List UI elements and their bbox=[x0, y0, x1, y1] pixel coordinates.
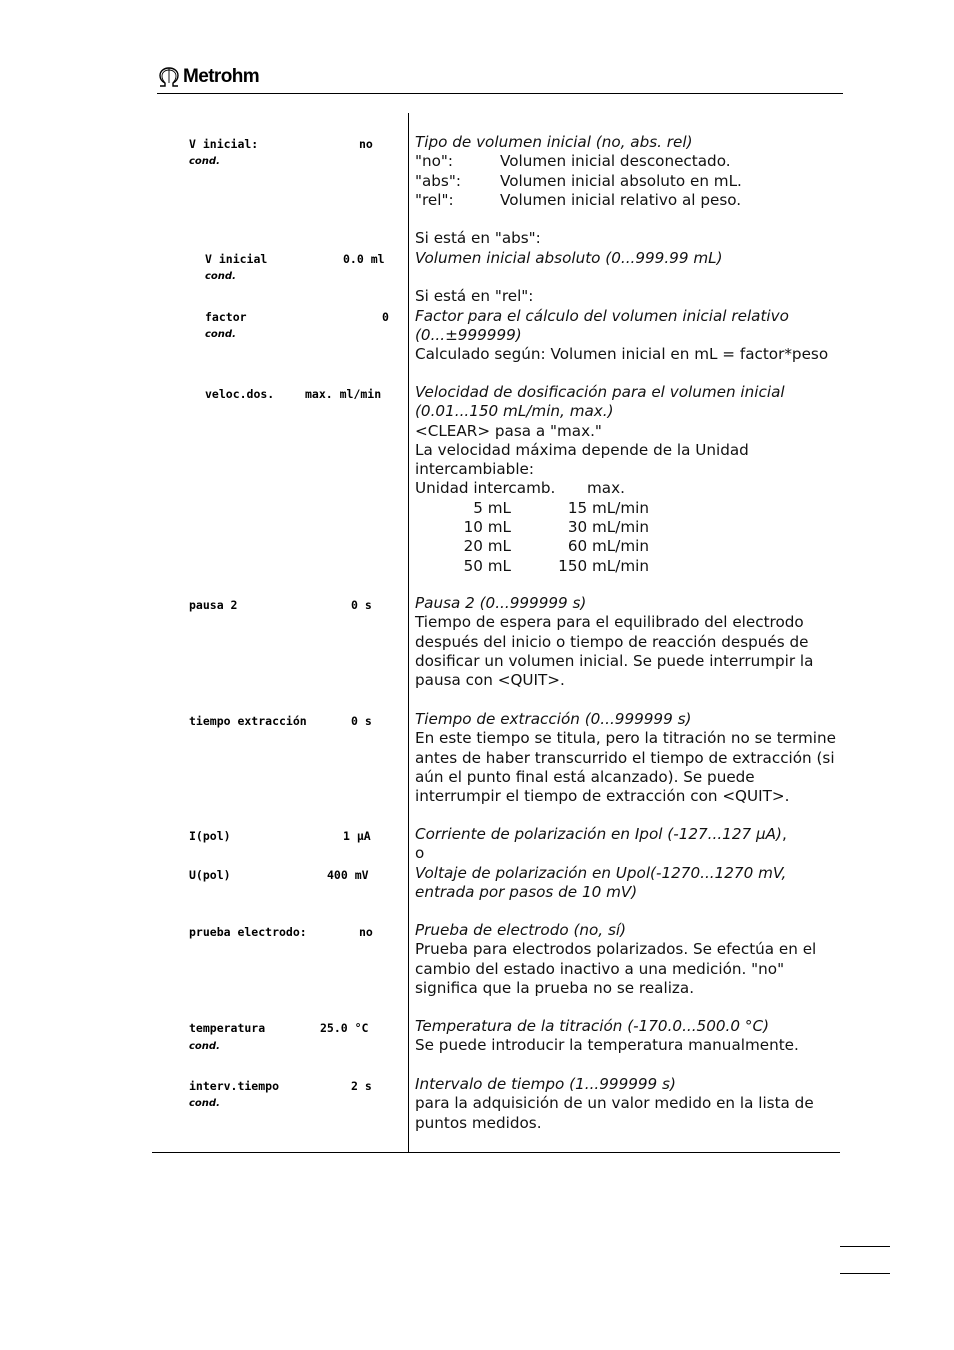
desc-pausa bbox=[415, 594, 845, 690]
desc-title: Tipo de volumen inicial (no, abs. rel) bbox=[415, 133, 693, 151]
desc-text: <CLEAR> pasa a "max." bbox=[415, 421, 602, 440]
bottom-rule bbox=[152, 1152, 840, 1153]
desc-text: Calculado según: Volumen inicial en mL = factor*peso bbox=[415, 345, 829, 364]
param-value-factor: 0 bbox=[382, 310, 389, 324]
param-label-pausa2: pausa 2 bbox=[189, 598, 238, 612]
param-value-temperatura: 25.0 °C bbox=[320, 1021, 369, 1035]
desc-option: "abs": Volumen inicial absoluto en mL. bbox=[415, 171, 742, 190]
desc-text: para la adquisición de un valor medido en la lista de bbox=[415, 1094, 814, 1113]
param-label-interv: interv.tiempo bbox=[189, 1079, 280, 1093]
desc-title: (0.01...150 mL/min, max.) bbox=[415, 402, 614, 421]
param-label-veloc: veloc.dos. bbox=[205, 387, 275, 401]
header-rule bbox=[157, 93, 843, 94]
desc-title: Factor para el cálculo del volumen inicial relativo bbox=[415, 306, 789, 325]
desc-text: pausa con <QUIT>. bbox=[415, 671, 565, 690]
desc-text: Tiempo de espera para el equilibrado del electrodo bbox=[415, 613, 804, 632]
desc-title: Temperatura de la titración (-170.0...500.0 °C) bbox=[415, 1017, 769, 1035]
param-label-tiempo-extraccion: tiempo extracción bbox=[189, 714, 307, 728]
param-label-upol: U(pol) bbox=[189, 868, 231, 882]
desc-text: dosificar un volumen inicial. Se puede interrumpir la bbox=[415, 651, 814, 670]
desc-title: (0...±999999) bbox=[415, 325, 522, 344]
speed-table-row: 5 mL 15 mL/min bbox=[473, 498, 649, 517]
desc-text: antes de haber transcurrido el tiempo de extracción (si bbox=[415, 748, 835, 767]
desc-title: Prueba de electrodo (no, sí) bbox=[415, 921, 627, 939]
desc-title: Voltaje de polarización en Upol(-1270...1270 mV, bbox=[415, 863, 787, 882]
param-value-pausa2: 0 s bbox=[351, 598, 372, 612]
param-cond: cond. bbox=[189, 156, 220, 167]
param-cond: cond. bbox=[189, 1098, 220, 1109]
desc-temperatura bbox=[415, 1017, 845, 1056]
param-value-interv: 2 s bbox=[351, 1079, 372, 1093]
param-label-v-inicial: V inicial: bbox=[189, 137, 259, 151]
desc-text: Prueba para electrodos polarizados. Se efectúa en el bbox=[415, 940, 817, 959]
param-cond: cond. bbox=[189, 1041, 220, 1052]
param-cond: cond. bbox=[205, 271, 236, 282]
desc-text: significa que la prueba no se realiza. bbox=[415, 978, 695, 997]
page-number-rule-bottom bbox=[840, 1273, 890, 1274]
desc-title: entrada por pasos de 10 mV) bbox=[415, 882, 638, 901]
desc-title: Volumen inicial absoluto (0...999.99 mL) bbox=[415, 248, 723, 267]
desc-text: La velocidad máxima depende de la Unidad bbox=[415, 440, 749, 459]
page-number-rule-top bbox=[840, 1246, 890, 1247]
desc-extraccion bbox=[415, 710, 845, 806]
page-header bbox=[157, 64, 843, 94]
param-label-temperatura: temperatura bbox=[189, 1021, 266, 1035]
param-label-v-inicial-abs: V inicial bbox=[205, 252, 268, 266]
speed-table-row: 20 mL 60 mL/min bbox=[463, 537, 649, 556]
desc-text: después del inicio o tiempo de reacción después de bbox=[415, 632, 809, 651]
desc-title: Tiempo de extracción (0...999999 s) bbox=[415, 710, 692, 728]
desc-text: Se puede introducir la temperatura manualmente. bbox=[415, 1036, 799, 1055]
desc-intervalo bbox=[415, 1075, 845, 1133]
desc-title: Intervalo de tiempo (1...999999 s) bbox=[415, 1075, 676, 1093]
desc-v-inicial bbox=[415, 133, 845, 365]
param-value-upol: 400 mV bbox=[327, 868, 369, 882]
desc-title: Corriente de polarización en Ipol (-127...127 μA), bbox=[415, 825, 787, 843]
brand-logo bbox=[157, 66, 259, 88]
desc-option: "rel": Volumen inicial relativo al peso. bbox=[415, 190, 742, 209]
desc-text: o bbox=[415, 844, 425, 863]
param-cond: cond. bbox=[205, 329, 236, 340]
desc-text: cambio del estado inactivo a una medición. "no" bbox=[415, 959, 785, 978]
param-value-ipol: 1 μA bbox=[343, 829, 371, 843]
brand-name: Metrohm bbox=[183, 66, 260, 87]
desc-title: Velocidad de dosificación para el volumen inicial bbox=[415, 383, 785, 401]
param-label-factor: factor bbox=[205, 310, 247, 324]
desc-prueba bbox=[415, 921, 845, 998]
param-value-v-inicial: no bbox=[359, 137, 373, 151]
desc-veloc bbox=[415, 383, 845, 576]
speed-table-row: 10 mL 30 mL/min bbox=[463, 518, 649, 537]
param-value-v-inicial-abs: 0.0 ml bbox=[343, 252, 385, 266]
param-value-veloc: max. ml/min bbox=[305, 387, 382, 401]
omega-icon bbox=[157, 66, 181, 88]
desc-text: Si está en "rel": bbox=[415, 287, 534, 306]
param-label-prueba: prueba electrodo: bbox=[189, 925, 307, 939]
desc-polarizacion bbox=[415, 825, 845, 902]
column-divider bbox=[408, 113, 409, 1153]
speed-table-header: Unidad intercamb. max. bbox=[415, 479, 625, 498]
param-label-ipol: I(pol) bbox=[189, 829, 231, 843]
param-value-prueba: no bbox=[359, 925, 373, 939]
desc-text: interrumpir el tiempo de extracción con <QUIT>. bbox=[415, 787, 790, 806]
desc-text: aún el punto final está alcanzado). Se puede bbox=[415, 767, 755, 786]
speed-table-row: 50 mL 150 mL/min bbox=[463, 556, 649, 575]
desc-text: En este tiempo se titula, pero la titración no se termine bbox=[415, 729, 836, 748]
desc-title: Pausa 2 (0...999999 s) bbox=[415, 594, 587, 612]
desc-text: puntos medidos. bbox=[415, 1113, 542, 1132]
desc-text: intercambiable: bbox=[415, 460, 534, 479]
desc-option: "no": Volumen inicial desconectado. bbox=[415, 152, 731, 171]
param-value-tiempo-extraccion: 0 s bbox=[351, 714, 372, 728]
desc-text: Si está en "abs": bbox=[415, 229, 541, 248]
